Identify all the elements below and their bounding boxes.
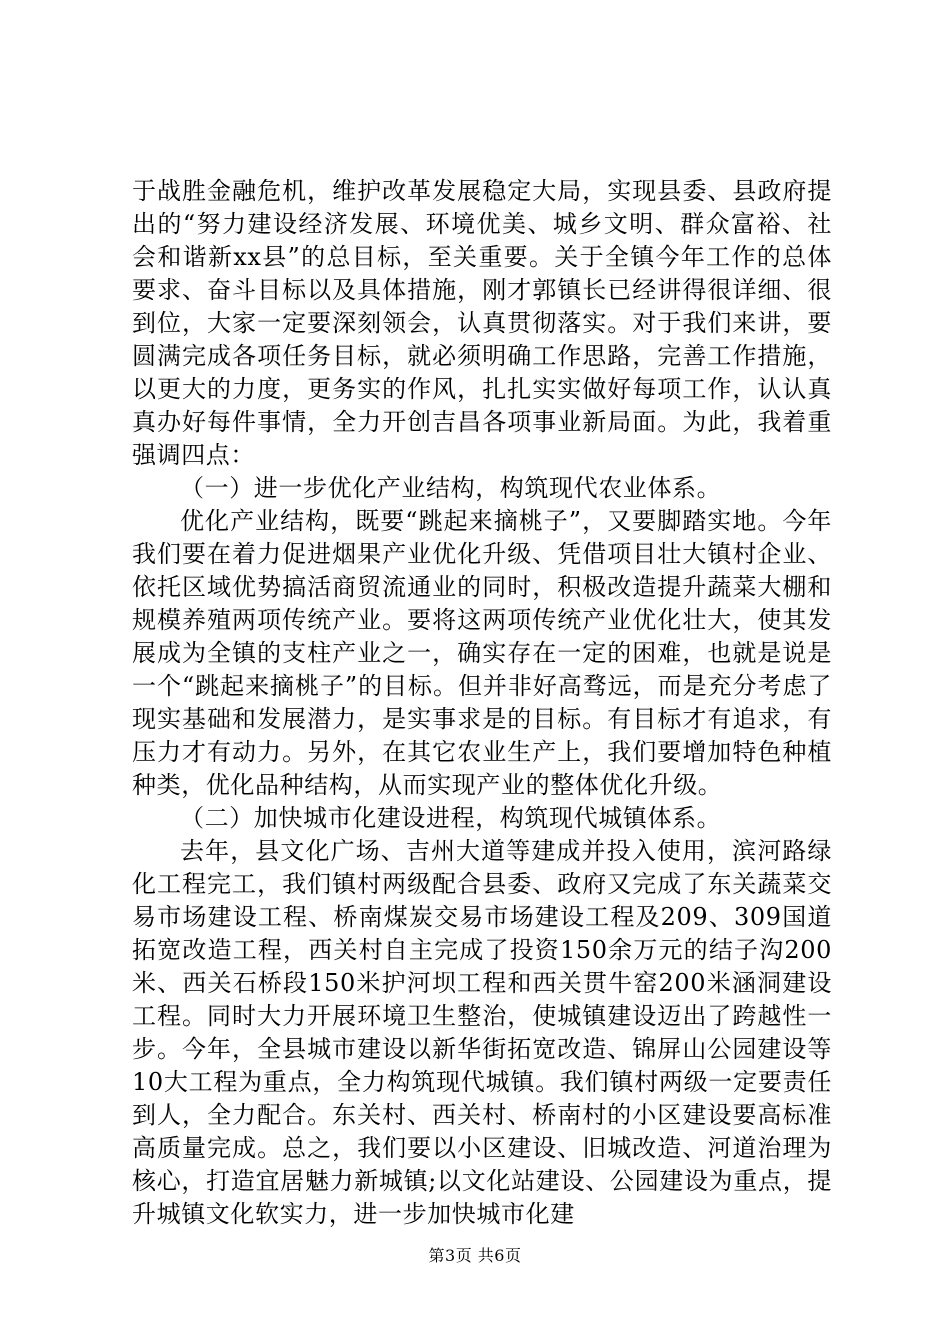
paragraph-continuation: 于战胜金融危机，维护改革发展稳定大局，实现县委、县政府提出的“努力建设经济发展、环境优美、城乡文明、群众富裕、社会和谐新xx县”的总目标，至关重要。关于全镇今年工作的总体要求、奋斗目标以及具体措施，刚才郭镇长已经讲得很详细、很到位，大家一定要深刻领会，认真贯彻落实。对于我们来讲，要圆满完成各项任务目标，就必须明确工作思路，完善工作措施，以更大的力度，更务实的作风，扎扎实实做好每项工作，认认真真办好每件事情，全力开创吉昌各项事业新局面。为此，我着重强调四点： <box>132 177 832 469</box>
section-heading-1: （一）进一步优化产业结构，构筑现代农业体系。 <box>180 474 722 502</box>
paragraph-urbanization: 去年，县文化广场、吉州大道等建成并投入使用，滨河路绿化工程完工，我们镇村两级配合县委、政府又完成了东关蔬菜交易市场建设工程、桥南煤炭交易市场建设工程及209、309国道拓宽改造工程，西关村自主完成了投资150余万元的结子沟200米、西关石桥段150米护河坝工程和西关贯牛窑200米涵洞建设工程。同时大力开展环境卫生整治，使城镇建设迈出了跨越性一步。今年，全县城市建设以新华街拓宽改造、锦屏山公园建设等10大工程为重点，全力构筑现代城镇。我们镇村两级一定要责任到人，全力配合。东关村、西关村、桥南村的小区建设要高标准高质量完成。总之，我们要以小区建设、旧城改造、河道治理为核心，打造宜居魅力新城镇;以文化站建设、公园建设为重点，提升城镇文化软实力，进一步加快城市化建 <box>132 837 832 1228</box>
section-heading-2: （二）加快城市化建设进程，构筑现代城镇体系。 <box>180 804 722 832</box>
document-body <box>132 175 832 1231</box>
page-number-footer: 第3页 共6页 <box>428 1246 522 1265</box>
paragraph-industry-structure: 优化产业结构，既要“跳起来摘桃子”，又要脚踏实地。今年我们要在着力促进烟果产业优化升级、凭借项目壮大镇村企业、依托区域优势搞活商贸流通业的同时，积极改造提升蔬菜大棚和规模养殖两项传统产业。要将这两项传统产业优化壮大，使其发展成为全镇的支柱产业之一，确实存在一定的困难，也就是说是一个“跳起来摘桃子”的目标。但并非好高骛远，而是充分考虑了现实基础和发展潜力，是实事求是的目标。有目标才有追求，有压力才有动力。另外，在其它农业生产上，我们要增加特色种植种类，优化品种结构，从而实现产业的整体优化升级。 <box>132 507 832 799</box>
